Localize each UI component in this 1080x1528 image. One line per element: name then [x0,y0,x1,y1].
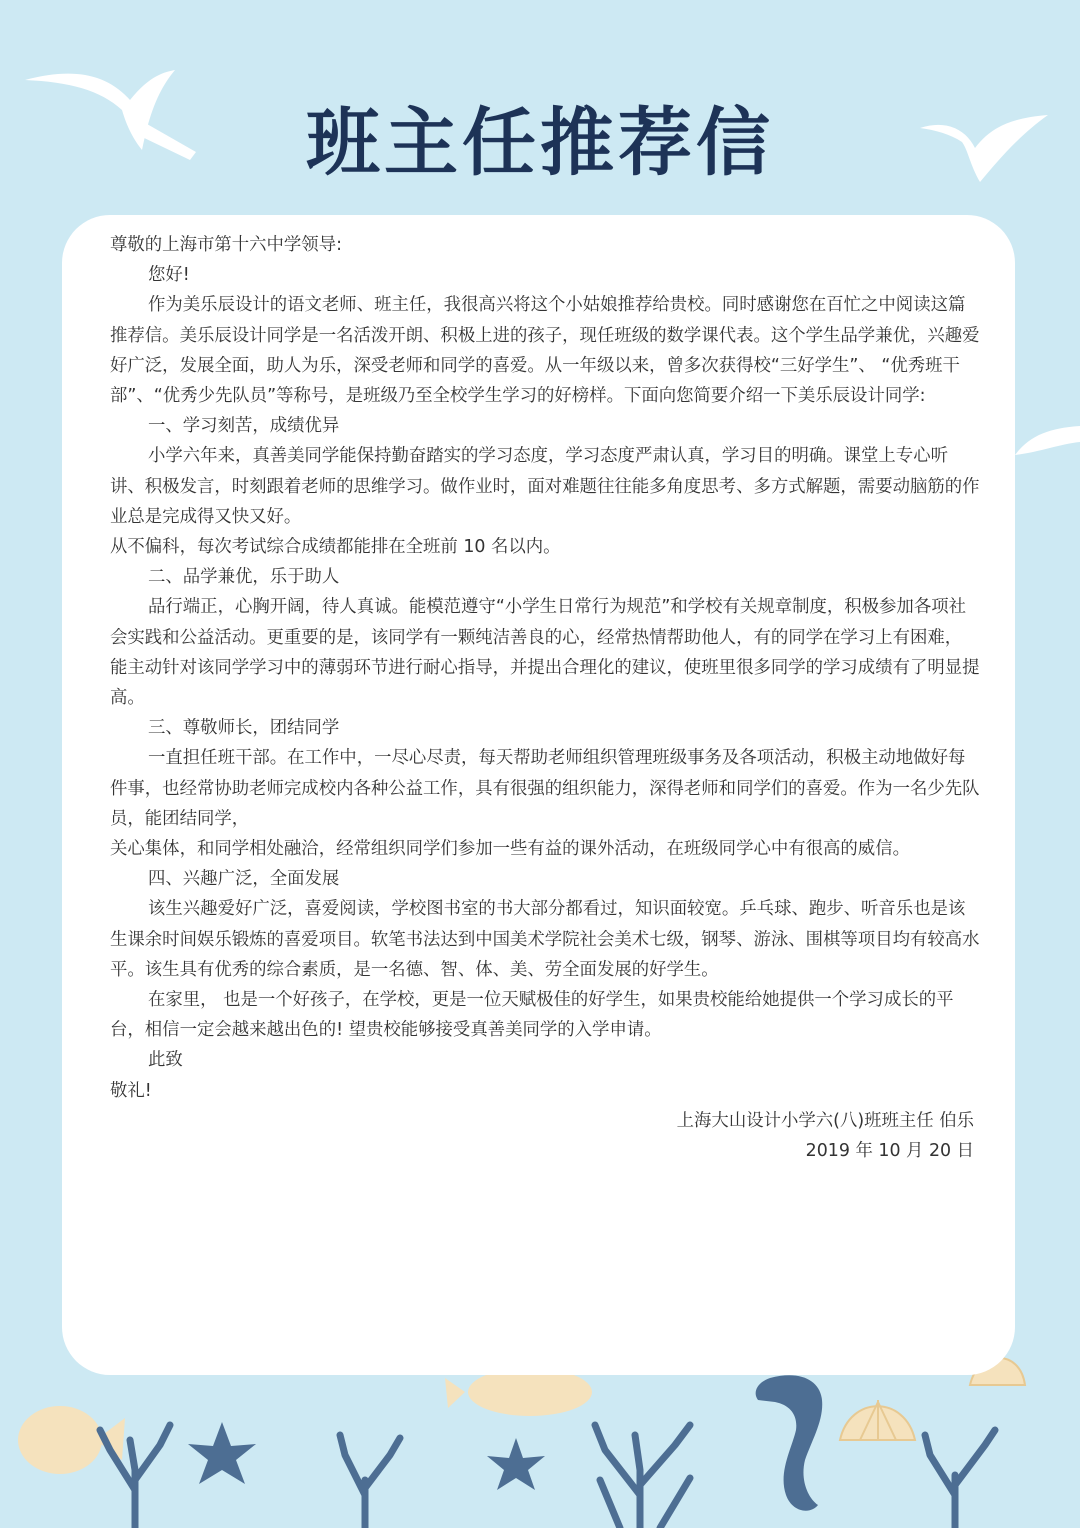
starfish-icon [188,1422,256,1484]
seagull-icon [1015,426,1080,455]
date: 2019 年 10 月 20 日 [805,1141,974,1162]
salutation: 尊敬的上海市第十六中学领导: [110,235,342,255]
starfish-icon [487,1438,545,1490]
section-heading-2: 二、品学兼优，乐于助人 [148,567,340,588]
paragraph-study: 小学六年来，真善美同学能保持勤奋踏实的学习态度，学习态度严肃认真，学习目的明确。课堂上专心听讲、积极发言，时刻跟着老师的思维学习。做作业时，面对难题往往能多角度思考、多方式解题，需要动脑筋的作业总是完成得又快又好。 [110,446,980,527]
shell-icon [840,1400,915,1440]
paragraph-respect: 一直担任班干部。在工作中，一尽心尽责，每天帮助老师组织管理班级事务及各项活动，积极主动地做好每件事，也经常协助老师完成校内各种公益工作，具有很强的组织能力，深得老师和同学们的喜爱。作为一名少先队员，能团结同学， [110,748,980,829]
greeting: 您好! [148,265,190,286]
section-heading-4: 四、兴趣广泛，全面发展 [148,869,340,890]
fish-icon [18,1406,125,1474]
paragraph-character-cont: 能主动针对该同学学习中的薄弱环节进行耐心指导，并提出合理化的建议，使班里很多同学的学习成绩有了明显提高。 [110,657,980,709]
closing-line-2: 敬礼! [110,1080,152,1101]
paragraph-respect-cont: 关心集体，和同学相处融洽，经常组织同学们参加一些有益的课外活动，在班级同学心中有很高的威信。 [110,839,910,860]
closing-line-1: 此致 [148,1050,183,1071]
paragraph-intro: 作为美乐辰设计的语文老师、班主任，我很高兴将这个小姑娘推荐给贵校。同时感谢您在百忙之中阅读这篇推荐信。美乐辰设计同学是一名活泼开朗、积极上进的孩子，现任班级的数学课代表。这个学生品学兼优，兴趣爱好广泛，发展全面，助人为乐，深受老师和同学的喜爱。从一年级以来，曾多次获得校“三好学生”、 “优秀班干部”、“优秀少先队员”等称号，是班级乃至全校学生学习的好榜样。下面向您简要介绍一下美乐辰设计同学: [110,295,980,407]
coral-icon [595,1425,690,1528]
page-title: 班主任推荐信 [306,100,774,186]
fish-icon [445,1368,592,1416]
section-heading-1: 一、学习刻苦，成绩优异 [148,416,340,437]
paragraph-study-cont: 从不偏科，每次考试综合成绩都能排在全班前 10 名以内。 [110,537,561,558]
coral-icon [340,1435,400,1528]
paragraph-interests: 该生兴趣爱好广泛，喜爱阅读，学校图书室的书大部分都看过，知识面较宽。乒乓球、跑步、听音乐也是该生课余时间娱乐锻炼的喜爱项目。软笔书法达到中国美术学院社会美术七级，钢琴、游泳、围棋等项目均有较高水平。该生具有优秀的综合素质，是一名德、智、体、美、劳全面发展的好学生。 [110,899,980,980]
signature: 上海大山设计小学六(八)班班主任 伯乐 [676,1110,974,1131]
coral-icon [925,1430,995,1528]
seahorse-icon [756,1375,823,1510]
paragraph-character: 品行端正，心胸开阔，待人真诚。能模范遵守“小学生日常行为规范”和学校有关规章制度，积极参加各项社会实践和公益活动。更重要的是，该同学有一颗纯洁善良的心，经常热情帮助他人，有的同学在学习上有困难， [110,597,966,648]
letter-body [110,230,980,1166]
section-heading-3: 三、尊敬师长，团结同学 [148,718,340,739]
paragraph-conclusion: 在家里， 也是一个好孩子，在学校，更是一位天赋极佳的好学生，如果贵校能给她提供一个学习成长的平台，相信一定会越来越出色的! 望贵校能够接受真善美同学的入学申请。 [110,990,954,1041]
